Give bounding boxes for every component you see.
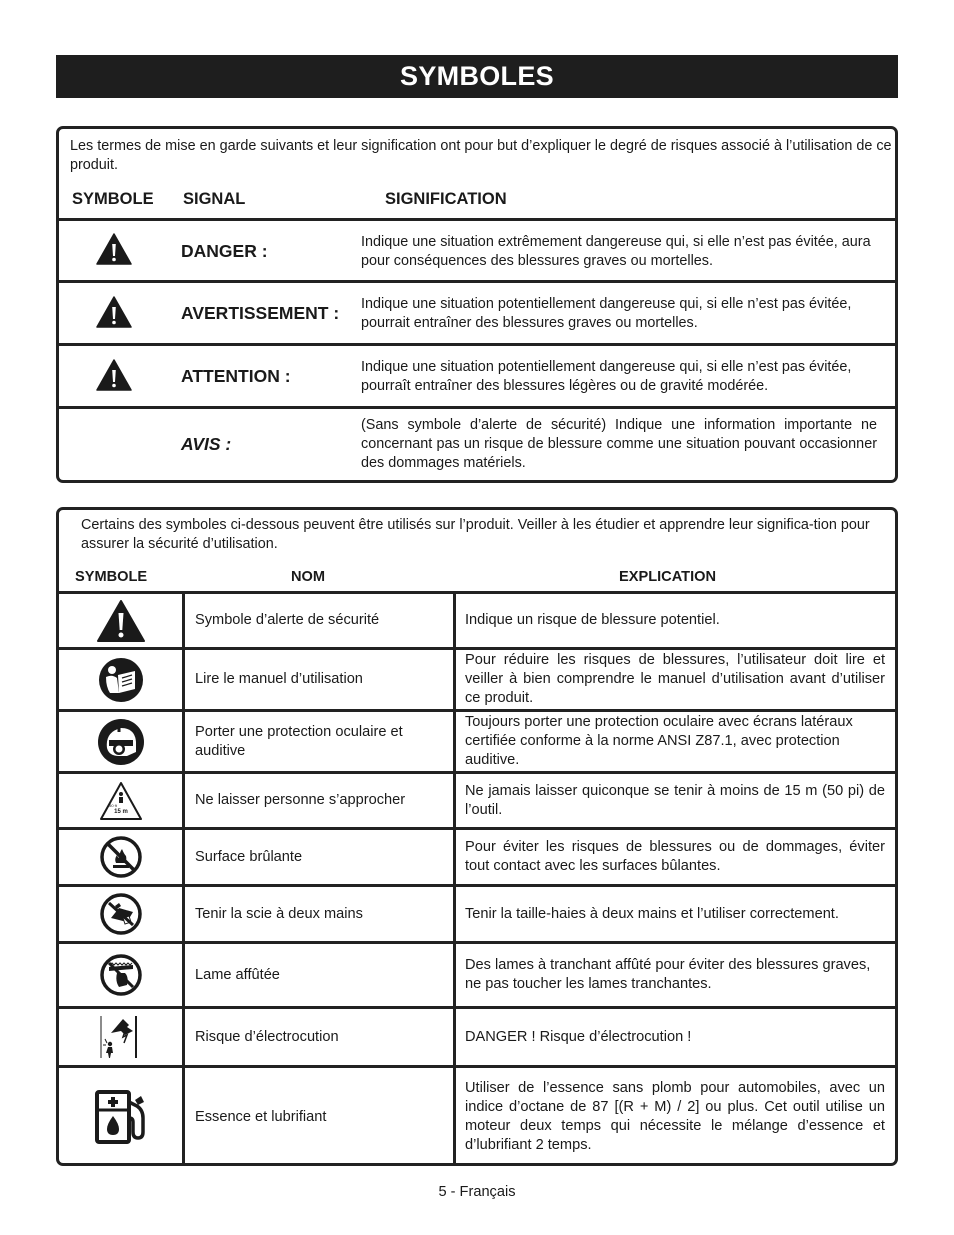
symbols-table [56,507,898,1166]
page-title: SYMBOLES [56,55,898,98]
divider [59,406,895,409]
symbol-explanation: Toujours porter une protection oculaire avec écrans latéraux certifiée conforme à la norme ANSI Z87.1, avec protection auditive. [465,714,853,768]
symbol-explanation: Utiliser de l’essence sans plomb pour automobiles, avec un indice d’octane de 87 [(R + M) / 2] ou plus. Cet outil utilise un moteur deux temps qui nécessite le mélange d’essence et d’lubrifiant 2 temps. [465,1080,885,1153]
read-manual-icon [98,657,144,703]
symbol-name: Ne laisser personne s’approcher [195,792,406,809]
symbol-name: Symbole d’alerte de sécurité [195,612,380,629]
signal-intro: Les termes de mise en garde suivants et leur signification ont pour but d’expliquer le degré de risques associé à l’utilisation de ce produit. [70,138,892,173]
hot-surface-icon [99,835,143,879]
safety-alert-triangle-icon [96,599,146,643]
keep-bystanders-away-icon [99,781,143,821]
symbol-name: Porter une protection oculaire et auditive [195,724,403,759]
distance-label-ft: 50 ft [108,802,117,808]
symbol-name: Lame affûtée [195,966,280,983]
header-symbol: SYMBOLE [75,569,148,585]
symbol-name: Risque d’électrocution [195,1028,339,1045]
column-divider [453,591,456,1163]
symbol-explanation: Pour réduire les risques de blessures, l’utilisateur doit lire et veiller à bien comprendre le manuel d’utilisation avant d’utiliser ce produit. [465,652,885,706]
signal-notice-text: (Sans symbole d’alerte de sécurité) Indique une information importante ne concernant pas un risque de blessure comme une situation pouvant occasionner des dommages matériels. [361,417,877,471]
divider [59,343,895,346]
signal-caution-text: Indique une situation potentiellement dangereuse qui, si elle n’est pas évitée, pourraît entraîner des blessures légères ou de gravité modérée. [361,359,852,394]
header-signal: SIGNAL [183,190,246,208]
symbol-explanation: Indique un risque de blessure potentiel. [465,612,720,628]
distance-label: 15 m [113,808,128,815]
fuel-lubricant-icon [91,1088,151,1146]
header-symbol: SYMBOLE [72,190,154,208]
eye-ear-protection-icon [97,718,145,766]
column-divider [182,591,185,1163]
symbol-explanation: Des lames à tranchant affûté pour éviter des blessures graves, ne pas toucher les lames tranchantes. [465,957,871,992]
symbol-name: Tenir la scie à deux mains [195,905,363,922]
safety-alert-triangle-icon [96,296,132,328]
symbol-name: Essence et lubrifiant [195,1108,327,1125]
symbol-explanation: Tenir la taille-haies à deux mains et l’utiliser correctement. [465,905,839,922]
signal-danger-label: DANGER : [181,241,268,261]
symbol-explanation: Ne jamais laisser quiconque se tenir à moins de 15 m (50 pi) de l’outil. [465,782,885,818]
symbol-name: Surface brûlante [195,848,303,865]
symbol-explanation: DANGER ! Risque d’électrocution ! [465,1028,692,1045]
page-footer: 5 - Français [438,1184,516,1200]
electrocution-risk-icon [97,1013,145,1061]
signal-notice-label: AVIS : [181,434,232,454]
signal-warning-label: AVERTISSEMENT : [181,303,340,323]
signal-caution-label: ATTENTION : [181,366,291,386]
header-meaning: SIGNIFICATION [385,190,507,208]
divider [59,218,895,221]
safety-alert-triangle-icon [96,233,132,265]
signal-warning-text: Indique une situation potentiellement dangereuse qui, si elle n’est pas évitée, pourrait entraîner des blessures graves ou mortelles. [361,296,852,331]
symbol-name: Lire le manuel d’utilisation [195,671,363,688]
sharp-blade-icon [99,953,143,997]
divider [59,280,895,283]
safety-alert-triangle-icon [96,359,132,391]
header-name: NOM [291,569,326,585]
symbol-explanation: Pour éviter les risques de blessures ou de dommages, éviter tout contact avec les surfaces bûlantes. [465,839,885,874]
symbols-intro: Certains des symboles ci-dessous peuvent être utilisés sur l’produit. Veiller à les étudier et apprendre leur significa-tion pour assurer la sécurité d’utilisation. [81,517,870,552]
header-explanation: EXPLICATION [619,569,717,585]
signal-danger-text: Indique une situation extrêmement dangereuse qui, si elle n’est pas évitée, aura pour conséquences des blessures graves ou mortelles. [361,234,871,269]
signal-words-table [56,126,898,483]
two-hands-icon [99,892,143,936]
